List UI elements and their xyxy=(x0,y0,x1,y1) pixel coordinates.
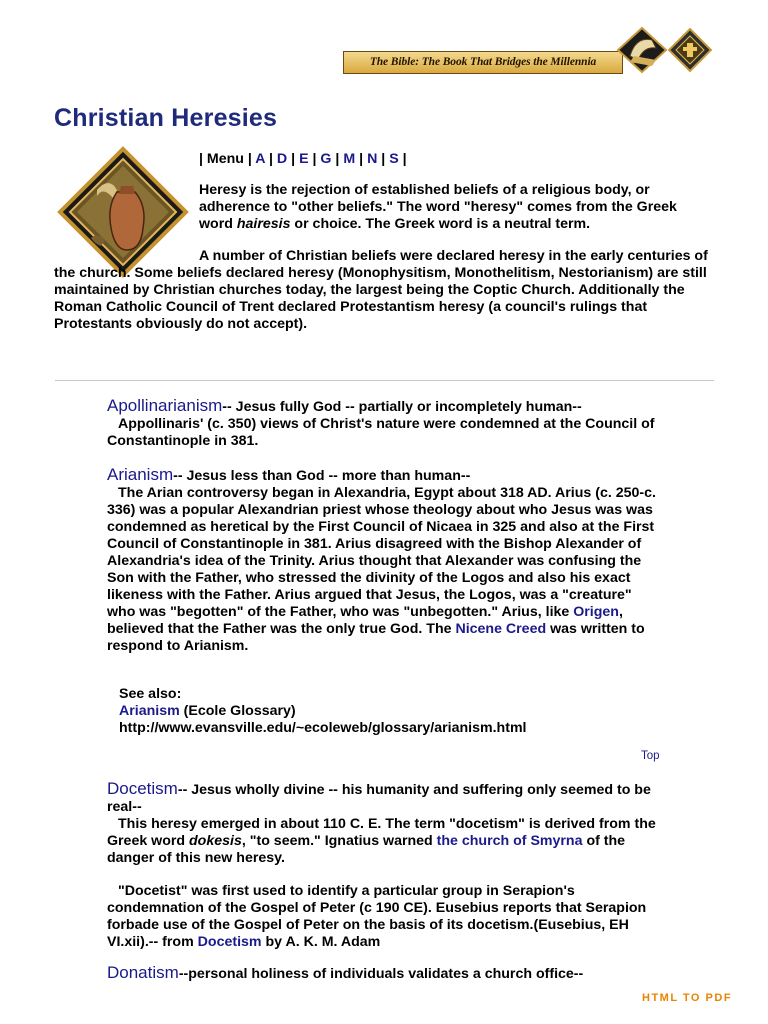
scroll-icon xyxy=(616,26,668,74)
entry-summary: -- Jesus wholly divine -- his humanity and suffering only seemed to be real-- xyxy=(107,782,651,815)
nicene-creed-link[interactable]: Nicene Creed xyxy=(455,621,547,637)
see-also-label: See also: xyxy=(119,686,182,702)
menu-separator: | xyxy=(312,151,317,167)
menu-item-m[interactable]: M xyxy=(343,151,356,167)
menu-prefix: | Menu | xyxy=(199,151,252,167)
menu-separator: | xyxy=(291,151,296,167)
entry-arianism xyxy=(107,466,663,655)
entry-summary: -- Jesus fully God -- partially or incompletely human-- xyxy=(222,399,582,415)
intro-emphasis: hairesis xyxy=(236,216,291,232)
menu-separator: | xyxy=(359,151,364,167)
intro-paragraph-1 xyxy=(199,182,714,233)
entry-summary: -- Jesus less than God -- more than human-- xyxy=(173,468,471,484)
entry-body: by A. K. M. Adam xyxy=(261,934,381,950)
entry-apollinarianism xyxy=(107,397,663,450)
entry-term: Donatism xyxy=(107,963,179,982)
intro-paragraph-2: A number of Christian beliefs were declared heresy in the early centuries of the church. Some beliefs declared heresy (Monophysitism, Monothelitism, Nestorianism) are still maintained by Christian churches today, the largest being the Coptic Church. Additionally the Roman Catholic Council of Trent declared Protestantism heresy (a council's rulings that Protestants obviously do not accept). xyxy=(54,248,708,332)
docetism-adam-link[interactable]: Docetism xyxy=(197,934,262,950)
origen-link[interactable]: Origen xyxy=(573,604,619,620)
menu-separator: | xyxy=(268,151,273,167)
html-to-pdf-watermark: HTML TO PDF xyxy=(642,992,733,1004)
entry-term: Arianism xyxy=(107,465,174,484)
menu-item-s[interactable]: S xyxy=(389,151,399,167)
docetism-paragraph-2 xyxy=(107,883,663,951)
menu-separator: | xyxy=(381,151,386,167)
menu-item-n[interactable]: N xyxy=(367,151,378,167)
entry-body: This heresy emerged in about 110 C. E. The term "docetism" is derived from the Greek word xyxy=(107,816,656,849)
arianism-glossary-link[interactable]: Arianism xyxy=(119,703,180,719)
alphabet-menu xyxy=(199,151,407,168)
entry-body: Appollinaris' (c. 350) views of Christ's nature were condemned at the Council of Constantinople in 381. xyxy=(107,416,655,449)
entry-docetism xyxy=(107,780,663,867)
entry-body: "Docetist" was first used to identify a particular group in Serapion's condemnation of the Gospel of Peter (c 190 CE). Eusebius reports that Serapion forbade use of the Gospel of Peter on the basis of its docetism.(Eusebius, EH VI.xii).-- from xyxy=(107,883,647,950)
see-also-source: (Ecole Glossary) xyxy=(179,703,296,719)
menu-item-a[interactable]: A xyxy=(255,151,266,167)
church-of-smyrna-link[interactable]: the church of Smyrna xyxy=(436,833,583,849)
menorah-icon xyxy=(668,28,712,72)
menu-item-d[interactable]: D xyxy=(276,151,288,167)
entry-emphasis: dokesis xyxy=(189,833,242,849)
entry-summary: --personal holiness of individuals validates a church office-- xyxy=(178,966,584,982)
entry-body: , believed that the Father was the only true God. The xyxy=(107,604,623,637)
entry-term: Apollinarianism xyxy=(107,396,223,415)
top-link[interactable]: Top xyxy=(641,750,660,762)
entry-body: of the danger of this new heresy. xyxy=(107,833,626,866)
see-also-block xyxy=(119,686,659,737)
entry-term: Docetism xyxy=(107,779,178,798)
see-also-url: http://www.evansville.edu/~ecoleweb/glossary/arianism.html xyxy=(119,720,527,736)
menu-separator: | xyxy=(335,151,340,167)
entry-body: The Arian controversy began in Alexandria, Egypt about 318 AD. Arius (c. 250-c. 336) was a popular Alexandrian priest whose theology about who Jesus was was condemned as heretical by the First Council of Nicaea in 325 and also at the First Council of Constantinople in 381. Arius disagreed with the Bishop Alexander of Alexandria's idea of the Trinity. Arius thought that Alexander was confusing the Son with the Father, who stressed the divinity of the Logos and also his exact likeness with the Father. Arius argued that Jesus, the Logos, was a "creature" who was "begotten" of the Father, who was "unbegotten." Arius, like xyxy=(107,485,656,620)
page-title: Christian Heresies xyxy=(54,104,278,132)
menu-suffix: | xyxy=(402,151,407,167)
menu-item-g[interactable]: G xyxy=(320,151,332,167)
banner-title: The Bible: The Book That Bridges the Millennia xyxy=(343,51,623,74)
menu-item-e[interactable]: E xyxy=(299,151,309,167)
intro-text: Heresy is the rejection of established beliefs of a religious body, or adherence to "other beliefs." The word "heresy" comes from the Greek word xyxy=(199,182,677,232)
intro-text: or choice. The Greek word is a neutral term. xyxy=(290,216,591,232)
entry-body: , "to seem." Ignatius warned xyxy=(241,833,437,849)
entry-donatism xyxy=(107,964,707,983)
entry-body: was written to respond to Arianism. xyxy=(107,621,645,654)
banner xyxy=(340,26,716,74)
divider xyxy=(55,380,714,381)
